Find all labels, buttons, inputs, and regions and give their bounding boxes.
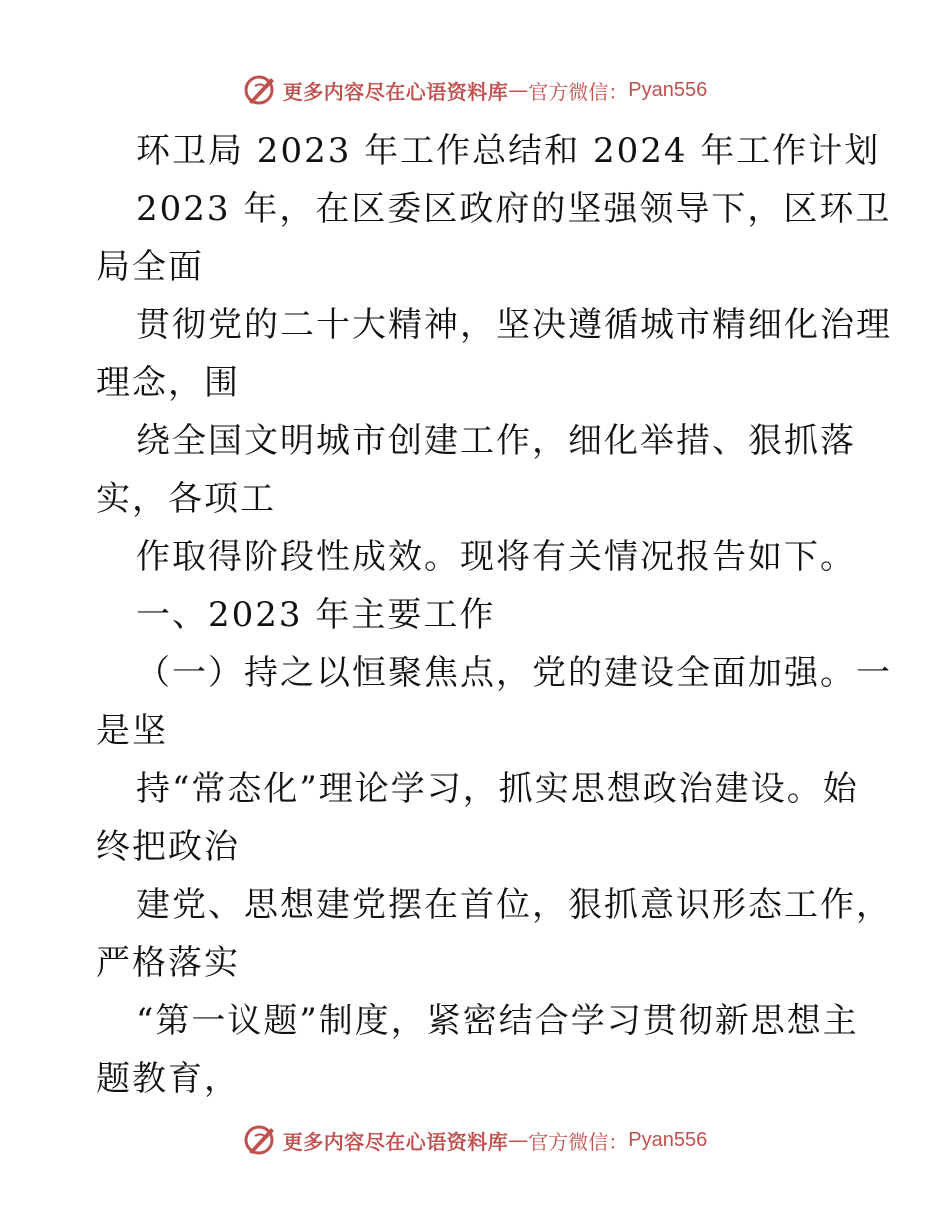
paragraph-line: 题教育， (96, 1059, 240, 1099)
paragraph-line: 作取得阶段性成效。现将有关情况报告如下。 (136, 537, 856, 577)
paragraph-line: 一、2023 年主要工作 (136, 595, 496, 635)
banner-dash: — (508, 1128, 529, 1152)
paragraph-line: 实，各项工 (96, 479, 276, 519)
paragraph-line: 绕全国文明城市创建工作，细化举措、狠抓落 (136, 421, 856, 461)
paragraph-line: 严格落实 (96, 943, 240, 983)
banner-wechat-label: 官方微信： (528, 79, 629, 104)
document-body (96, 122, 892, 1108)
banner-wechat-id: Pyan556 (628, 78, 708, 101)
banner-wechat-id: Pyan556 (628, 1128, 708, 1151)
paragraph-line: 终把政治 (96, 827, 240, 867)
paragraph-line: 贯彻党的二十大精神，坚决遵循城市精细化治理 (136, 305, 892, 345)
footer-banner (0, 1120, 950, 1160)
pen-logo-icon (243, 1122, 279, 1158)
pen-logo-icon (243, 72, 279, 108)
banner-text: 更多内容尽在心语资料库 (282, 1129, 509, 1154)
paragraph-line: 是坚 (96, 711, 168, 751)
header-banner (0, 70, 950, 110)
document-title: 环卫局 2023 年工作总结和 2024 年工作计划 (136, 131, 881, 171)
paragraph-line: （一）持之以恒聚焦点，党的建设全面加强。一 (136, 653, 892, 693)
banner-text: 更多内容尽在心语资料库 (282, 79, 509, 104)
banner-wechat-label: 官方微信： (528, 1129, 629, 1154)
paragraph-line: “第一议题”制度，紧密结合学习贯彻新思想主 (136, 1001, 859, 1041)
paragraph-line: 理念，围 (96, 363, 240, 403)
paragraph-line: 2023 年，在区委区政府的坚强领导下，区环卫 (136, 189, 892, 229)
paragraph-line: 持“常态化”理论学习，抓实思想政治建设。始 (136, 769, 859, 809)
paragraph-line: 局全面 (96, 247, 204, 287)
banner-dash: — (508, 78, 529, 102)
paragraph-line: 建党、思想建党摆在首位，狠抓意识形态工作， (136, 885, 892, 925)
